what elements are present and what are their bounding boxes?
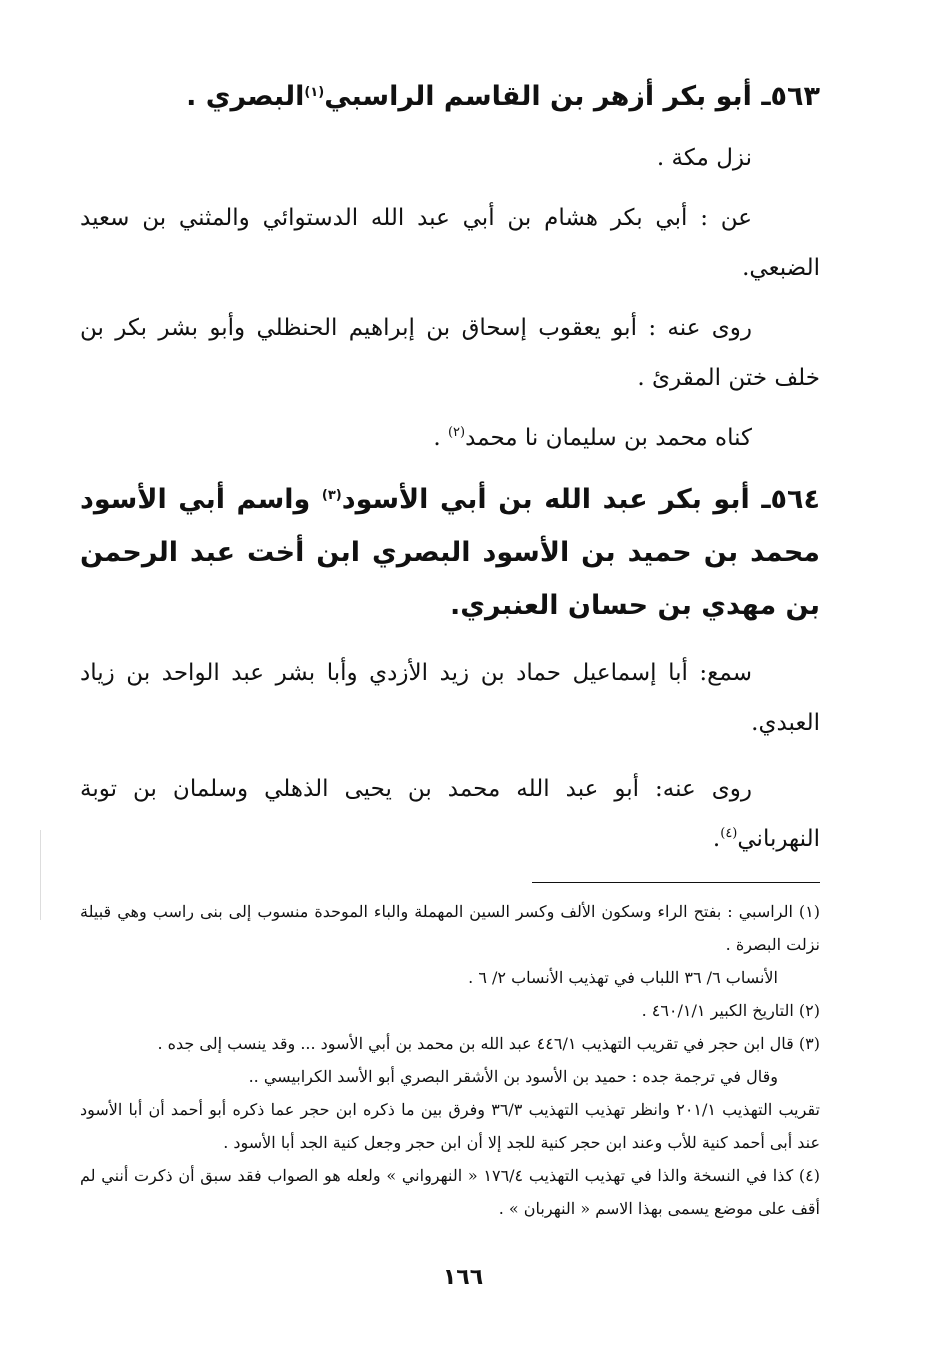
footnote-ref-4: (٤) <box>720 826 738 841</box>
footnote-3-grandfather: وقال في ترجمة جده : حميد بن الأسود بن الأشقر البصري أبو الأسد الكرابيسي .. <box>248 1067 778 1086</box>
footnote-divider <box>532 882 820 883</box>
entry-563-residence: نزل مكة . <box>656 145 752 171</box>
footnote-ref-1: (١) <box>304 85 325 100</box>
entry-heading-564: ٥٦٤ـ أبو بكر عبد الله بن أبي الأسود$^{(٣)}$ واسم أبي الأسود محمد بن حميد بن الأسود البصري ابن أخت عبد الرحمن بن مهدي بن حسان العنبري. <box>80 484 820 621</box>
footnote-ref-2: (٢) <box>447 425 466 440</box>
entry-564-students: روى عنه: أبو عبد الله محمد بن يحيى الذهلي وسلمان بن توبة النهرباني$^{(٤)}$. <box>80 776 820 852</box>
footnote-1-sources: الأنساب ٦/ ٣٦ اللباب في تهذيب الأنساب ٢/ ٦ . <box>468 968 778 987</box>
footnote-1: (١) الراسبي : بفتح الراء وسكون الألف وكسر السين المهملة والباء الموحدة منسوب إلى بنى راسب وهي قبيلة نزلت البصرة . <box>80 902 820 954</box>
entry-563-students: روى عنه : أبو يعقوب إسحاق بن إبراهيم الحنظلي وأبو بشر بكر بن خلف ختن المقرئ . <box>80 315 820 391</box>
footnote-2: (٢) التاريخ الكبير ٤٦٠/١/١ . <box>641 1001 820 1020</box>
footnote-4: (٤) كذا في النسخة والذا في تهذيب التهذيب ١٧٦/٤ « النهرواني » ولعله هو الصواب فقد سبق أن ذكرت أنني لم أقف على موضع يسمى بهذا الاسم « النهربان » . <box>80 1166 821 1218</box>
scan-mark <box>40 830 41 920</box>
page-number: ١٦٦ <box>442 1265 484 1290</box>
document-page <box>80 70 820 1225</box>
footnote-3-sources: تقريب التهذيب ٢٠١/١ وانظر تهذيب التهذيب ٣٦/٣ وفرق بين ما ذكره ابن حجر عما ذكره أبو أحمد أن أبا الأسود عند أبى أحمد كنية للأب وعند ابن حجر كنية للجد إلا أن ابن حجر وجعل كنية الجد أبا الأسود . <box>80 1100 820 1152</box>
entry-564-heard-from: سمع: أبا إسماعيل حماد بن زيد الأزدي وأبا بشر عبد الواحد بن زياد العبدي. <box>80 660 820 736</box>
entry-563-kunya: كناه محمد بن سليمان نا محمد$^{(٢)}$ . <box>433 425 752 451</box>
footnote-3: (٣) قال ابن حجر في تقريب التهذيب ٤٤٦/١ عبد الله بن محمد بن أبي الأسود ... وقد ينسب إلى جده . <box>157 1034 820 1053</box>
footnote-ref-3: (٣) <box>321 488 342 503</box>
entry-heading-563: ٥٦٣ـ أبو بكر أزهر بن القاسم الراسبي$^{(١)}$البصري . <box>186 81 820 112</box>
entry-563-teachers: عن : أبي بكر هشام بن أبي عبد الله الدستوائي والمثني بن سعيد الضبعي. <box>80 205 820 281</box>
